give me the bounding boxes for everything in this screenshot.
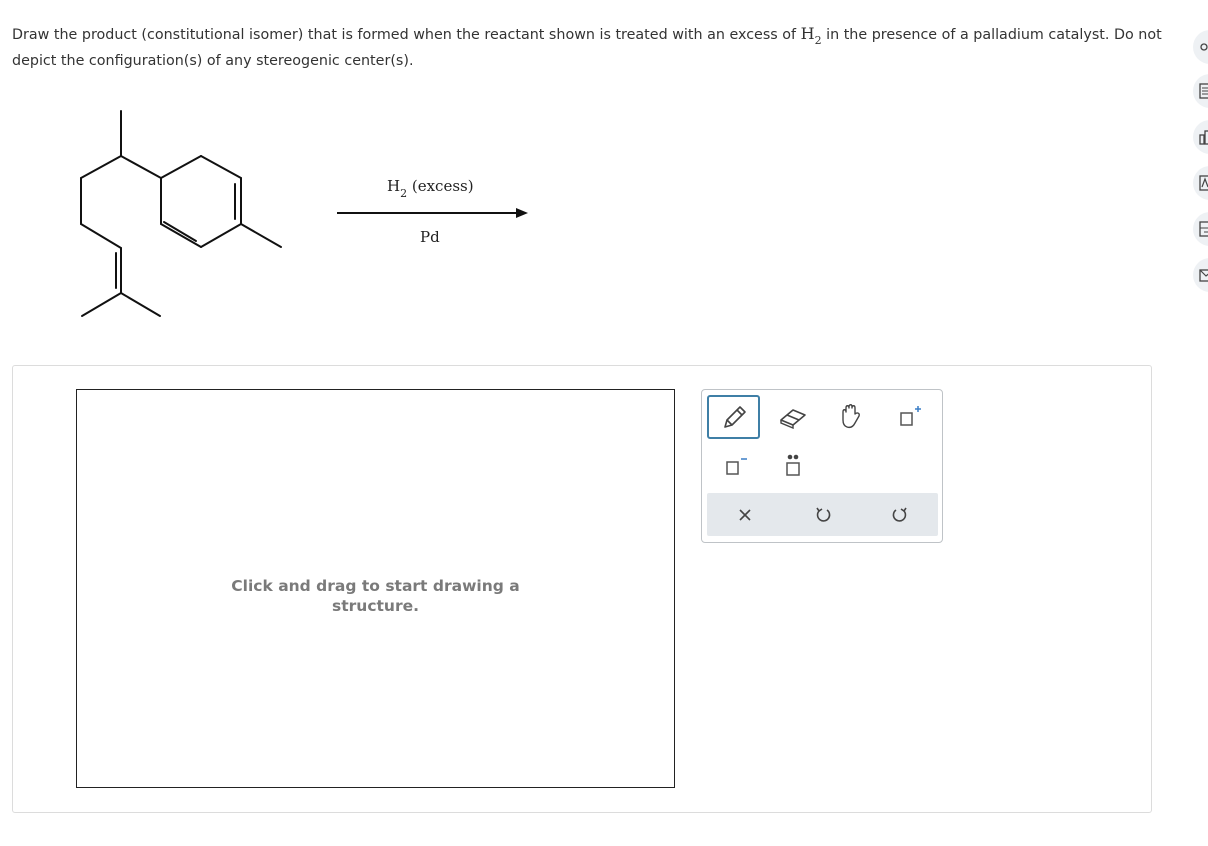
ring-bond: [201, 224, 241, 247]
rail-button-6[interactable]: [1193, 258, 1208, 292]
reagent-note: (excess): [407, 177, 474, 195]
action-row: [707, 493, 938, 536]
drawing-toolbox: [701, 389, 943, 543]
ring-bond: [201, 156, 241, 178]
undo-button[interactable]: [798, 495, 848, 535]
positive-charge-icon: [895, 404, 923, 430]
question-part2: in the presence of a palladium catalyst. Do not depict the configuration(s) of any stereogenic center(s).: [12, 27, 1162, 69]
remove-charge-tool-button[interactable]: [710, 445, 760, 485]
list-icon: [1199, 83, 1208, 99]
rail-button-5[interactable]: [1193, 212, 1208, 246]
mail-icon: [1199, 268, 1208, 282]
eraser-tool-button[interactable]: [768, 397, 818, 437]
redo-icon: [891, 506, 909, 524]
answer-panel: [12, 365, 1152, 813]
negative-charge-icon: [721, 452, 749, 478]
rail-button-1[interactable]: [1193, 30, 1208, 64]
lone-pair-tool-button[interactable]: [768, 445, 818, 485]
redo-button[interactable]: [875, 495, 925, 535]
eraser-icon: [778, 405, 808, 429]
undo-icon: [814, 506, 832, 524]
h2-symbol: H: [800, 24, 815, 43]
ring-bond: [161, 156, 201, 178]
textbook-icon: [1199, 175, 1208, 191]
bond: [121, 156, 161, 178]
pencil-icon: [719, 403, 749, 431]
notes-icon: [1199, 221, 1208, 237]
reaction-arrow: [337, 208, 528, 218]
hand-icon: [838, 404, 864, 430]
bond: [121, 293, 160, 316]
catalyst-label: Pd: [420, 228, 440, 246]
ring-double-bond-a2: [161, 224, 201, 247]
bar-chart-icon: [1199, 129, 1208, 145]
drawing-canvas[interactable]: [76, 389, 675, 788]
question-text: [12, 21, 1162, 74]
reagent-h2: [387, 177, 474, 200]
h2-subscript: 2: [814, 34, 822, 48]
h2-formula: [800, 24, 822, 48]
add-charge-tool-button[interactable]: [884, 397, 934, 437]
canvas-hint: Click and drag to start drawing a structure.: [231, 576, 520, 615]
lone-pair-icon: [779, 451, 807, 479]
rail-button-2[interactable]: [1193, 74, 1208, 108]
bond: [81, 224, 121, 248]
question-part1: Draw the product (constitutional isomer) that is formed when the reactant shown is treated with an excess of: [12, 27, 801, 43]
pencil-tool-button[interactable]: [707, 395, 760, 439]
reagent-subscript: 2: [400, 187, 408, 200]
ring-double-bond-b2: [164, 222, 196, 241]
clear-button[interactable]: [720, 495, 770, 535]
move-tool-button[interactable]: [826, 397, 876, 437]
rail-button-4[interactable]: [1193, 166, 1208, 200]
bond: [81, 156, 121, 178]
reagent-symbol: H: [387, 177, 401, 195]
circle-icon: [1199, 42, 1208, 52]
close-icon: [737, 507, 753, 523]
reactant-structure: [0, 80, 560, 340]
methyl-bond-ring: [241, 224, 281, 247]
bond: [82, 293, 121, 316]
rail-button-3[interactable]: [1193, 120, 1208, 154]
